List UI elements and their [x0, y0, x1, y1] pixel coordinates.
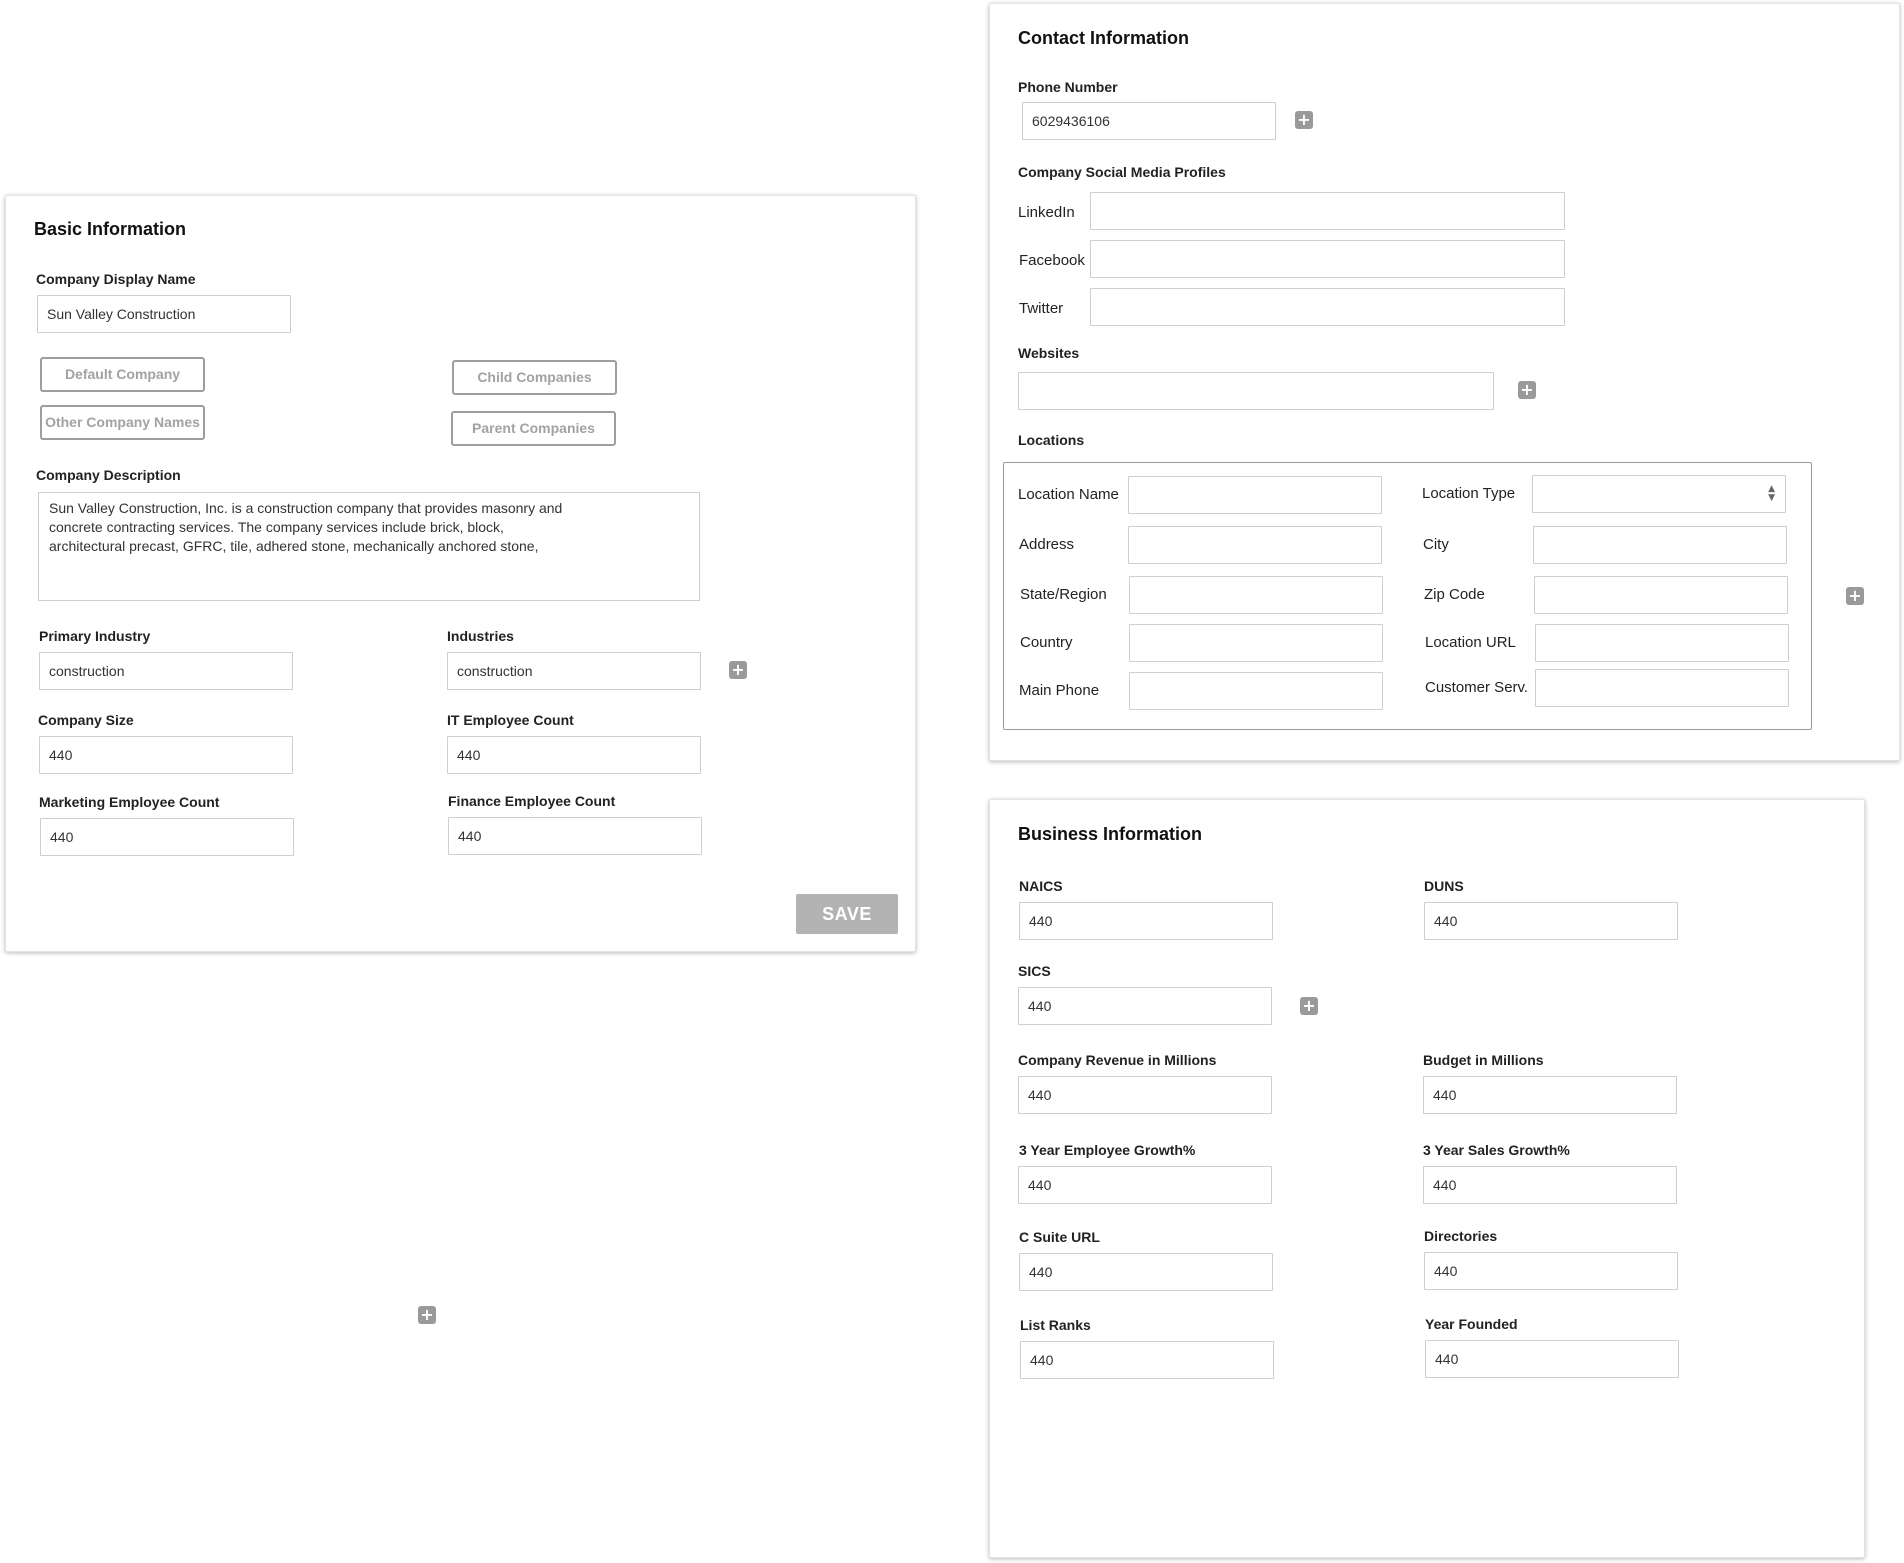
websites-input[interactable]: [1018, 372, 1494, 410]
location-url-input[interactable]: [1535, 624, 1789, 662]
social-media-profiles-label: Company Social Media Profiles: [1018, 164, 1226, 180]
address-input[interactable]: [1128, 526, 1382, 564]
add-sics-icon[interactable]: +: [1300, 997, 1318, 1015]
company-size-input[interactable]: 440: [39, 736, 293, 774]
directories-input[interactable]: 440: [1424, 1252, 1678, 1290]
naics-label: NAICS: [1019, 878, 1063, 894]
company-revenue-label: Company Revenue in Millions: [1018, 1052, 1217, 1068]
twitter-input[interactable]: [1090, 288, 1565, 326]
primary-industry-input[interactable]: construction: [39, 652, 293, 690]
phone-number-input[interactable]: 6029436106: [1022, 102, 1276, 140]
main-phone-label: Main Phone: [1019, 682, 1100, 699]
add-industry-icon[interactable]: +: [729, 661, 747, 679]
year-founded-label: Year Founded: [1425, 1316, 1518, 1332]
default-company-button[interactable]: Default Company: [40, 357, 205, 392]
phone-number-label: Phone Number: [1018, 79, 1118, 95]
state-region-label: State/Region: [1020, 586, 1107, 603]
main-phone-input[interactable]: [1129, 672, 1383, 710]
employee-growth-input[interactable]: 440: [1018, 1166, 1272, 1204]
child-companies-button[interactable]: Child Companies: [452, 360, 617, 395]
marketing-employee-count-input[interactable]: 440: [40, 818, 294, 856]
state-region-input[interactable]: [1129, 576, 1383, 614]
company-display-name-input[interactable]: Sun Valley Construction: [37, 295, 291, 333]
add-section-icon[interactable]: +: [418, 1306, 436, 1324]
parent-companies-button[interactable]: Parent Companies: [451, 411, 616, 446]
c-suite-url-input[interactable]: 440: [1019, 1253, 1273, 1291]
sics-input[interactable]: 440: [1018, 987, 1272, 1025]
contact-information-title: Contact Information: [1018, 28, 1189, 48]
location-type-label: Location Type: [1422, 485, 1516, 502]
list-ranks-label: List Ranks: [1020, 1317, 1091, 1333]
sales-growth-label: 3 Year Sales Growth%: [1423, 1142, 1570, 1158]
city-input[interactable]: [1533, 526, 1787, 564]
marketing-employee-count-label: Marketing Employee Count: [39, 794, 220, 810]
location-type-select[interactable]: [1532, 475, 1786, 513]
add-phone-icon[interactable]: +: [1295, 111, 1313, 129]
zip-code-label: Zip Code: [1424, 586, 1485, 603]
directories-label: Directories: [1424, 1228, 1498, 1244]
it-employee-count-input[interactable]: 440: [447, 736, 701, 774]
locations-label: Locations: [1018, 432, 1085, 448]
c-suite-url-label: C Suite URL: [1019, 1229, 1100, 1245]
save-button[interactable]: SAVE: [796, 894, 898, 934]
company-size-label: Company Size: [38, 712, 134, 728]
location-name-input[interactable]: [1128, 476, 1382, 514]
it-employee-count-label: IT Employee Count: [447, 712, 574, 728]
company-description-textarea[interactable]: Sun Valley Construction, Inc. is a construction company that provides masonry and concrete contracting services. The company services include brick, block, architectural precast, GFRC, tile, adhered stone, mechanically anchored stone,: [38, 492, 700, 601]
country-input[interactable]: [1129, 624, 1383, 662]
budget-input[interactable]: 440: [1423, 1076, 1677, 1114]
finance-employee-count-input[interactable]: 440: [448, 817, 702, 855]
zip-code-input[interactable]: [1534, 576, 1788, 614]
customer-serv-label: Customer Serv.: [1425, 679, 1529, 696]
location-name-label: Location Name: [1018, 486, 1119, 503]
basic-information-title: Basic Information: [34, 219, 187, 239]
naics-input[interactable]: 440: [1019, 902, 1273, 940]
finance-employee-count-label: Finance Employee Count: [448, 793, 616, 809]
year-founded-input[interactable]: 440: [1425, 1340, 1679, 1378]
budget-label: Budget in Millions: [1423, 1052, 1544, 1068]
add-website-icon[interactable]: +: [1518, 381, 1536, 399]
other-company-names-button[interactable]: Other Company Names: [40, 405, 205, 440]
location-url-label: Location URL: [1425, 634, 1516, 651]
company-display-name-label: Company Display Name: [36, 271, 196, 287]
twitter-label: Twitter: [1019, 300, 1064, 317]
address-label: Address: [1019, 536, 1075, 553]
sales-growth-input[interactable]: 440: [1423, 1166, 1677, 1204]
add-location-icon[interactable]: +: [1846, 587, 1864, 605]
country-label: Country: [1020, 634, 1073, 651]
industries-input[interactable]: construction: [447, 652, 701, 690]
company-revenue-input[interactable]: 440: [1018, 1076, 1272, 1114]
primary-industry-label: Primary Industry: [39, 628, 151, 644]
business-information-title: Business Information: [1018, 824, 1203, 844]
facebook-input[interactable]: [1090, 240, 1565, 278]
customer-serv-input[interactable]: [1535, 669, 1789, 707]
websites-label: Websites: [1018, 345, 1080, 361]
sics-label: SICS: [1018, 963, 1051, 979]
industries-label: Industries: [447, 628, 514, 644]
duns-label: DUNS: [1424, 878, 1464, 894]
city-label: City: [1423, 536, 1449, 553]
facebook-label: Facebook: [1019, 252, 1085, 269]
linkedin-label: LinkedIn: [1018, 204, 1075, 221]
linkedin-input[interactable]: [1090, 192, 1565, 230]
list-ranks-input[interactable]: 440: [1020, 1341, 1274, 1379]
select-arrows-icon: ▲ ▼: [1768, 484, 1775, 503]
company-description-label: Company Description: [36, 467, 181, 483]
duns-input[interactable]: 440: [1424, 902, 1678, 940]
employee-growth-label: 3 Year Employee Growth%: [1019, 1142, 1196, 1158]
